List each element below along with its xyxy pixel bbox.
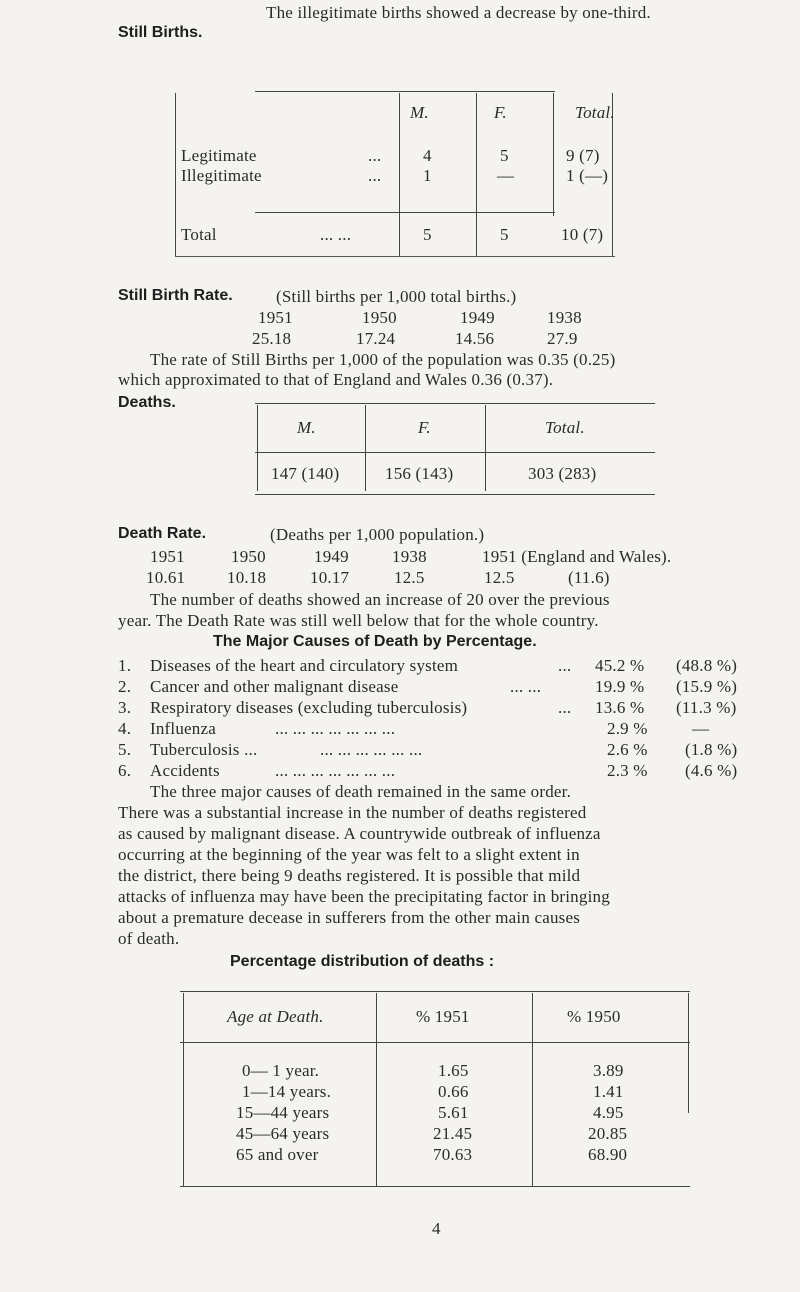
cause-number: 1.: [118, 656, 132, 675]
deaths-header-total: Total.: [545, 418, 585, 437]
year-label: 1951 (England and Wales).: [482, 547, 672, 566]
cause-dots: ... ... ... ... ... ... ...: [275, 719, 396, 738]
year-label: 1949: [460, 308, 495, 327]
paragraph-line: The three major causes of death remained in the same order.: [150, 782, 572, 801]
cause-dots: ...: [558, 656, 572, 675]
still-births-header-f: F.: [494, 103, 507, 122]
total-row-f: 5: [500, 225, 509, 244]
paragraph-line: the district, there being 9 deaths registered. It is possible that mild: [118, 866, 581, 885]
cause-number: 4.: [118, 719, 132, 738]
cause-percent: 45.2 %: [595, 656, 645, 675]
distribution-header-age: Age at Death.: [227, 1007, 324, 1026]
year-label: 1951: [150, 547, 185, 566]
rate-value: 27.9: [547, 329, 578, 348]
cause-number: 6.: [118, 761, 132, 780]
table-row-dots: ...: [368, 166, 382, 185]
year-label: 1951: [258, 308, 293, 327]
table-cell-1950: 68.90: [588, 1145, 628, 1164]
year-label: 1938: [547, 308, 582, 327]
cause-label: Tuberculosis ...: [150, 740, 258, 759]
table-cell-f: —: [497, 166, 515, 185]
deaths-header-f: F.: [418, 418, 431, 437]
cause-previous: (4.6 %): [685, 761, 738, 780]
paragraph-line: of death.: [118, 929, 180, 948]
table-cell-1950: 3.89: [593, 1061, 624, 1080]
cause-previous: (48.8 %): [676, 656, 738, 675]
rate-value: 12.5: [394, 568, 425, 587]
rate-value: 25.18: [252, 329, 292, 348]
cause-number: 3.: [118, 698, 132, 717]
total-row-m: 5: [423, 225, 432, 244]
death-rate-heading: Death Rate.: [118, 525, 207, 542]
cause-label: Cancer and other malignant disease: [150, 677, 399, 696]
cause-label: Diseases of the heart and circulatory system: [150, 656, 459, 675]
deaths-value-m: 147 (140): [271, 464, 340, 483]
table-cell-1950: 4.95: [593, 1103, 624, 1122]
cause-dots: ... ... ... ... ... ...: [320, 740, 423, 759]
distribution-header-1950: % 1950: [567, 1007, 621, 1026]
deaths-value-f: 156 (143): [385, 464, 454, 483]
cause-number: 5.: [118, 740, 132, 759]
table-cell-m: 1: [423, 166, 432, 185]
paragraph-line: occurring at the beginning of the year was felt to a slight extent in: [118, 845, 580, 864]
still-births-header-total: Total.: [575, 103, 615, 122]
rate-value: 10.18: [227, 568, 267, 587]
table-row-dots: ...: [368, 146, 382, 165]
still-birth-rate-para-line2: which approximated to that of England and Wales 0.36 (0.37).: [118, 370, 554, 389]
table-row-label: Illegitimate: [181, 166, 262, 185]
table-cell-m: 4: [423, 146, 432, 165]
cause-dots: ...: [558, 698, 572, 717]
table-cell-1951: 21.45: [433, 1124, 473, 1143]
still-birth-rate-note: (Still births per 1,000 total births.): [276, 287, 517, 306]
death-rate-note: (Deaths per 1,000 population.): [270, 525, 485, 544]
cause-previous: (1.8 %): [685, 740, 738, 759]
total-row-label: Total: [181, 225, 217, 244]
table-cell-1951: 70.63: [433, 1145, 473, 1164]
table-row-age: 15—44 years: [236, 1103, 330, 1122]
deaths-heading: Deaths.: [118, 394, 176, 411]
deaths-value-total: 303 (283): [528, 464, 597, 483]
cause-previous: (15.9 %): [676, 677, 738, 696]
total-row-total: 10 (7): [561, 225, 604, 244]
still-births-heading: Still Births.: [118, 24, 203, 41]
death-rate-para-line1: The number of deaths showed an increase of 20 over the previous: [150, 590, 610, 609]
still-birth-rate-heading: Still Birth Rate.: [118, 287, 233, 304]
paragraph-line: attacks of influenza may have been the precipitating factor in bringing: [118, 887, 610, 906]
major-causes-heading: The Major Causes of Death by Percentage.: [213, 633, 537, 650]
cause-previous: (11.3 %): [676, 698, 737, 717]
cause-percent: 13.6 %: [595, 698, 645, 717]
year-label: 1949: [314, 547, 349, 566]
table-cell-total: 9 (7): [566, 146, 600, 165]
cause-dots: ... ...: [510, 677, 542, 696]
table-cell-1950: 1.41: [593, 1082, 624, 1101]
cause-percent: 19.9 %: [595, 677, 645, 696]
rate-value: 10.17: [310, 568, 350, 587]
distribution-heading: Percentage distribution of deaths :: [230, 953, 495, 970]
table-cell-total: 1 (—): [566, 166, 609, 185]
rate-value: 17.24: [356, 329, 396, 348]
cause-label: Accidents: [150, 761, 220, 780]
cause-label: Respiratory diseases (excluding tuberculosis): [150, 698, 468, 717]
deaths-header-m: M.: [297, 418, 316, 437]
cause-dots: ... ... ... ... ... ... ...: [275, 761, 396, 780]
year-label: 1950: [362, 308, 397, 327]
cause-label: Influenza: [150, 719, 216, 738]
cause-percent: 2.6 %: [607, 740, 648, 759]
table-cell-1951: 5.61: [438, 1103, 469, 1122]
table-row-age: 0— 1 year.: [242, 1061, 320, 1080]
intro-line: The illegitimate births showed a decrease by one-third.: [266, 3, 651, 22]
paragraph-line: about a premature decease in sufferers from the other main causes: [118, 908, 581, 927]
table-cell-1950: 20.85: [588, 1124, 628, 1143]
rate-value: (11.6): [568, 568, 610, 587]
still-births-header-m: M.: [410, 103, 429, 122]
cause-previous: —: [692, 719, 710, 738]
table-cell-f: 5: [500, 146, 509, 165]
still-birth-rate-para-line1: The rate of Still Births per 1,000 of the population was 0.35 (0.25): [150, 350, 616, 369]
total-row-dots: ... ...: [320, 225, 352, 244]
death-rate-para-line2: year. The Death Rate was still well below that for the whole country.: [118, 611, 599, 630]
year-label: 1950: [231, 547, 266, 566]
table-cell-1951: 1.65: [438, 1061, 469, 1080]
year-label: 1938: [392, 547, 427, 566]
rate-value: 14.56: [455, 329, 495, 348]
rate-value: 10.61: [146, 568, 186, 587]
paragraph-line: There was a substantial increase in the number of deaths registered: [118, 803, 587, 822]
cause-percent: 2.3 %: [607, 761, 648, 780]
table-row-age: 1—14 years.: [242, 1082, 332, 1101]
table-row-age: 65 and over: [236, 1145, 319, 1164]
cause-number: 2.: [118, 677, 132, 696]
paragraph-line: as caused by malignant disease. A countrywide outbreak of influenza: [118, 824, 601, 843]
cause-percent: 2.9 %: [607, 719, 648, 738]
rate-value: 12.5: [484, 568, 515, 587]
table-row-label: Legitimate: [181, 146, 257, 165]
page-number: 4: [432, 1219, 441, 1238]
table-cell-1951: 0.66: [438, 1082, 469, 1101]
table-row-age: 45—64 years: [236, 1124, 330, 1143]
distribution-header-1951: % 1951: [416, 1007, 470, 1026]
